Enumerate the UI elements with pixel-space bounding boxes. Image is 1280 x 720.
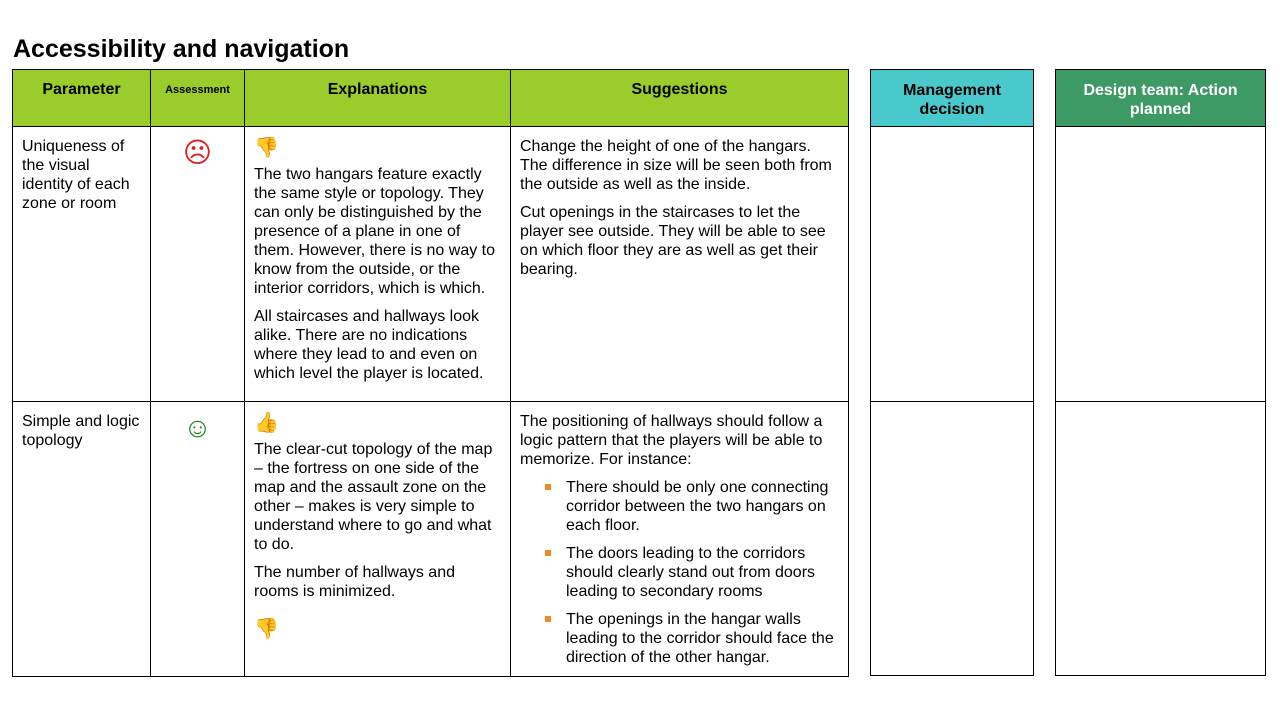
- explanations-cell: [245, 402, 511, 677]
- list-item-text: The openings in the hangar walls leading to the corridor should face the direction of the other hangar.: [566, 611, 834, 666]
- header-parameter: Parameter: [13, 70, 151, 127]
- header-explanations: Explanations: [245, 70, 511, 127]
- list-item: [566, 610, 839, 667]
- thumbs-down-icon: 👎: [254, 618, 279, 640]
- suggestion-text: Change the height of one of the hangars. The difference in size will be seen both from the outside as well as the inside.: [520, 138, 832, 193]
- table-row: [1056, 127, 1266, 402]
- parameter-text: Uniqueness of the visual identity of each zone or room: [22, 138, 130, 212]
- parameter-cell: [13, 402, 151, 677]
- thumbs-up-icon: 👍: [254, 412, 279, 434]
- page-title: Accessibility and navigation: [13, 35, 350, 63]
- table-row: [13, 127, 849, 402]
- table-row: [13, 402, 849, 677]
- square-bullet-icon: [545, 484, 551, 490]
- suggestion-text: Cut openings in the staircases to let the player see outside. They will be able to see on which floor they are as well as get their bearing.: [520, 204, 826, 278]
- suggestions-cell: [511, 127, 849, 402]
- list-item: [566, 478, 839, 535]
- header-row: [871, 70, 1034, 127]
- table-row: [1056, 402, 1266, 676]
- assessment-cell: [151, 127, 245, 402]
- suggestion-intro: The positioning of hallways should follow a logic pattern that the players will be able to memorize. For instance:: [520, 413, 823, 468]
- explanations-cell: [245, 127, 511, 402]
- parameter-text: Simple and logic topology: [22, 413, 140, 449]
- square-bullet-icon: [545, 550, 551, 556]
- header-row: [1056, 70, 1266, 127]
- management-decision-table: [870, 69, 1034, 676]
- design-team-cell[interactable]: [1056, 127, 1266, 402]
- design-team-table: [1055, 69, 1266, 676]
- explanation-text: The clear-cut topology of the map – the fortress on one side of the map and the assault zone on the other – makes is very simple to understand where to go and what to do.: [254, 441, 493, 553]
- table-row: [871, 402, 1034, 676]
- header-design-team: Design team: Action planned: [1056, 70, 1266, 127]
- explanation-text: The two hangars feature exactly the same style or topology. They can only be distinguished by the presence of a plane in one of them. However, there is no way to know from the outside, or the interior corridors, which is which.: [254, 166, 495, 297]
- assessment-cell: [151, 402, 245, 677]
- parameter-cell: [13, 127, 151, 402]
- list-item-text: There should be only one connecting corridor between the two hangars on each floor.: [566, 479, 829, 534]
- suggestion-list: [520, 478, 839, 667]
- header-suggestions: Suggestions: [511, 70, 849, 127]
- design-team-cell[interactable]: [1056, 402, 1266, 676]
- list-item-text: The doors leading to the corridors should clearly stand out from doors leading to secondary rooms: [566, 545, 816, 600]
- explanation-text: The number of hallways and rooms is minimized.: [254, 564, 455, 600]
- sad-face-icon: ☹: [182, 137, 213, 168]
- header-row: [13, 70, 849, 127]
- happy-face-icon: ☺: [183, 412, 212, 443]
- explanation-text: All staircases and hallways look alike. There are no indications where they lead to and even on which level the player is located.: [254, 308, 484, 382]
- evaluation-table: [12, 69, 849, 677]
- header-management-decision: Management decision: [871, 70, 1034, 127]
- header-assessment: Assessment: [151, 70, 245, 127]
- square-bullet-icon: [545, 616, 551, 622]
- management-cell[interactable]: [871, 127, 1034, 402]
- suggestions-cell: [511, 402, 849, 677]
- management-cell[interactable]: [871, 402, 1034, 676]
- table-row: [871, 127, 1034, 402]
- list-item: [566, 544, 839, 601]
- thumbs-down-icon: 👎: [254, 137, 279, 159]
